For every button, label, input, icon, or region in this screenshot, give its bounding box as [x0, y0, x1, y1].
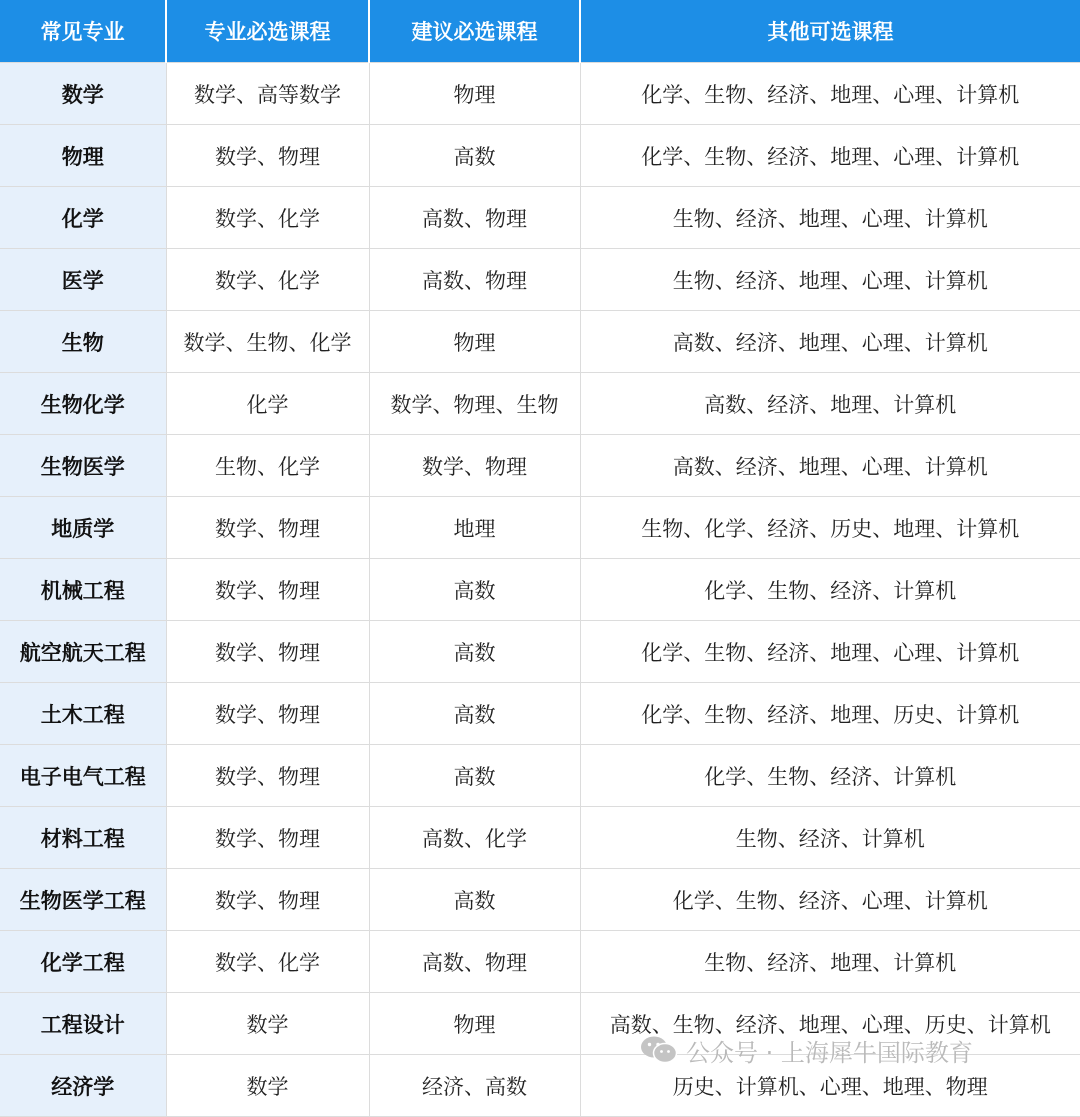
- suggested-courses-cell: 高数: [369, 125, 580, 187]
- optional-courses-cell: 高数、经济、地理、心理、计算机: [580, 311, 1080, 373]
- table-row: [0, 869, 1080, 931]
- major-cell: 医学: [0, 249, 166, 311]
- major-cell: 物理: [0, 125, 166, 187]
- major-cell: 化学: [0, 187, 166, 249]
- optional-courses-cell: 化学、生物、经济、地理、历史、计算机: [580, 683, 1080, 745]
- table-row: [0, 63, 1080, 125]
- required-courses-cell: 数学、高等数学: [166, 63, 369, 125]
- optional-courses-cell: 生物、经济、地理、心理、计算机: [580, 187, 1080, 249]
- optional-courses-cell: 生物、化学、经济、历史、地理、计算机: [580, 497, 1080, 559]
- optional-courses-cell: 化学、生物、经济、地理、心理、计算机: [580, 63, 1080, 125]
- watermark-text: 公众号 · 上海犀牛国际教育: [686, 1038, 973, 1067]
- required-courses-cell: 数学、物理: [166, 621, 369, 683]
- suggested-courses-cell: 高数: [369, 745, 580, 807]
- optional-courses-cell: 化学、生物、经济、地理、心理、计算机: [580, 125, 1080, 187]
- major-cell: 化学工程: [0, 931, 166, 993]
- table-row: [0, 373, 1080, 435]
- header-optional-courses: 其他可选课程: [580, 0, 1080, 63]
- table-row: [0, 249, 1080, 311]
- major-cell: 生物化学: [0, 373, 166, 435]
- suggested-courses-cell: 数学、物理: [369, 435, 580, 497]
- required-courses-cell: 数学、化学: [166, 187, 369, 249]
- required-courses-cell: 化学: [166, 373, 369, 435]
- major-cell: 经济学: [0, 1055, 166, 1117]
- watermark: [640, 1033, 973, 1067]
- header-required-courses: 专业必选课程: [166, 0, 369, 63]
- optional-courses-cell: 高数、经济、地理、计算机: [580, 373, 1080, 435]
- optional-courses-cell: 化学、生物、经济、心理、计算机: [580, 869, 1080, 931]
- table-row: [0, 311, 1080, 373]
- header-suggested-courses: 建议必选课程: [369, 0, 580, 63]
- optional-courses-cell: 历史、计算机、心理、地理、物理: [580, 1055, 1080, 1117]
- table-row: [0, 683, 1080, 745]
- required-courses-cell: 数学、化学: [166, 249, 369, 311]
- table-row: [0, 125, 1080, 187]
- suggested-courses-cell: 数学、物理、生物: [369, 373, 580, 435]
- major-cell: 生物医学: [0, 435, 166, 497]
- major-cell: 工程设计: [0, 993, 166, 1055]
- required-courses-cell: 数学、物理: [166, 807, 369, 869]
- optional-courses-cell: 化学、生物、经济、计算机: [580, 745, 1080, 807]
- optional-courses-cell: 高数、生物、经济、地理、心理、历史、计算机: [580, 993, 1080, 1055]
- required-courses-cell: 数学、物理: [166, 497, 369, 559]
- suggested-courses-cell: 物理: [369, 993, 580, 1055]
- table-row: [0, 807, 1080, 869]
- table-body: [0, 63, 1080, 1117]
- suggested-courses-cell: 物理: [369, 63, 580, 125]
- suggested-courses-cell: 高数、化学: [369, 807, 580, 869]
- required-courses-cell: 数学、物理: [166, 869, 369, 931]
- suggested-courses-cell: 物理: [369, 311, 580, 373]
- required-courses-cell: 数学: [166, 1055, 369, 1117]
- header-major: 常见专业: [0, 0, 166, 63]
- table-row: [0, 931, 1080, 993]
- required-courses-cell: 数学、物理: [166, 683, 369, 745]
- major-cell: 地质学: [0, 497, 166, 559]
- major-cell: 航空航天工程: [0, 621, 166, 683]
- major-cell: 电子电气工程: [0, 745, 166, 807]
- table-row: [0, 621, 1080, 683]
- suggested-courses-cell: 高数、物理: [369, 187, 580, 249]
- optional-courses-cell: 化学、生物、经济、地理、心理、计算机: [580, 621, 1080, 683]
- major-cell: 土木工程: [0, 683, 166, 745]
- table-row: [0, 497, 1080, 559]
- required-courses-cell: 数学、化学: [166, 931, 369, 993]
- suggested-courses-cell: 高数: [369, 621, 580, 683]
- optional-courses-cell: 生物、经济、地理、计算机: [580, 931, 1080, 993]
- wechat-icon: [640, 1035, 678, 1065]
- suggested-courses-cell: 高数、物理: [369, 249, 580, 311]
- table-row: [0, 745, 1080, 807]
- required-courses-cell: 数学、物理: [166, 125, 369, 187]
- major-cell: 生物: [0, 311, 166, 373]
- suggested-courses-cell: 经济、高数: [369, 1055, 580, 1117]
- major-cell: 材料工程: [0, 807, 166, 869]
- optional-courses-cell: 化学、生物、经济、计算机: [580, 559, 1080, 621]
- table-row: [0, 187, 1080, 249]
- optional-courses-cell: 生物、经济、计算机: [580, 807, 1080, 869]
- major-cell: 生物医学工程: [0, 869, 166, 931]
- major-cell: 机械工程: [0, 559, 166, 621]
- required-courses-cell: 数学: [166, 993, 369, 1055]
- required-courses-cell: 数学、物理: [166, 745, 369, 807]
- required-courses-cell: 数学、生物、化学: [166, 311, 369, 373]
- suggested-courses-cell: 高数、物理: [369, 931, 580, 993]
- table-row: [0, 435, 1080, 497]
- suggested-courses-cell: 高数: [369, 869, 580, 931]
- suggested-courses-cell: 高数: [369, 683, 580, 745]
- suggested-courses-cell: 高数: [369, 559, 580, 621]
- optional-courses-cell: 高数、经济、地理、心理、计算机: [580, 435, 1080, 497]
- major-cell: 数学: [0, 63, 166, 125]
- required-courses-cell: 数学、物理: [166, 559, 369, 621]
- header-row: [0, 0, 1080, 63]
- suggested-courses-cell: 地理: [369, 497, 580, 559]
- required-courses-cell: 生物、化学: [166, 435, 369, 497]
- table-row: [0, 559, 1080, 621]
- optional-courses-cell: 生物、经济、地理、心理、计算机: [580, 249, 1080, 311]
